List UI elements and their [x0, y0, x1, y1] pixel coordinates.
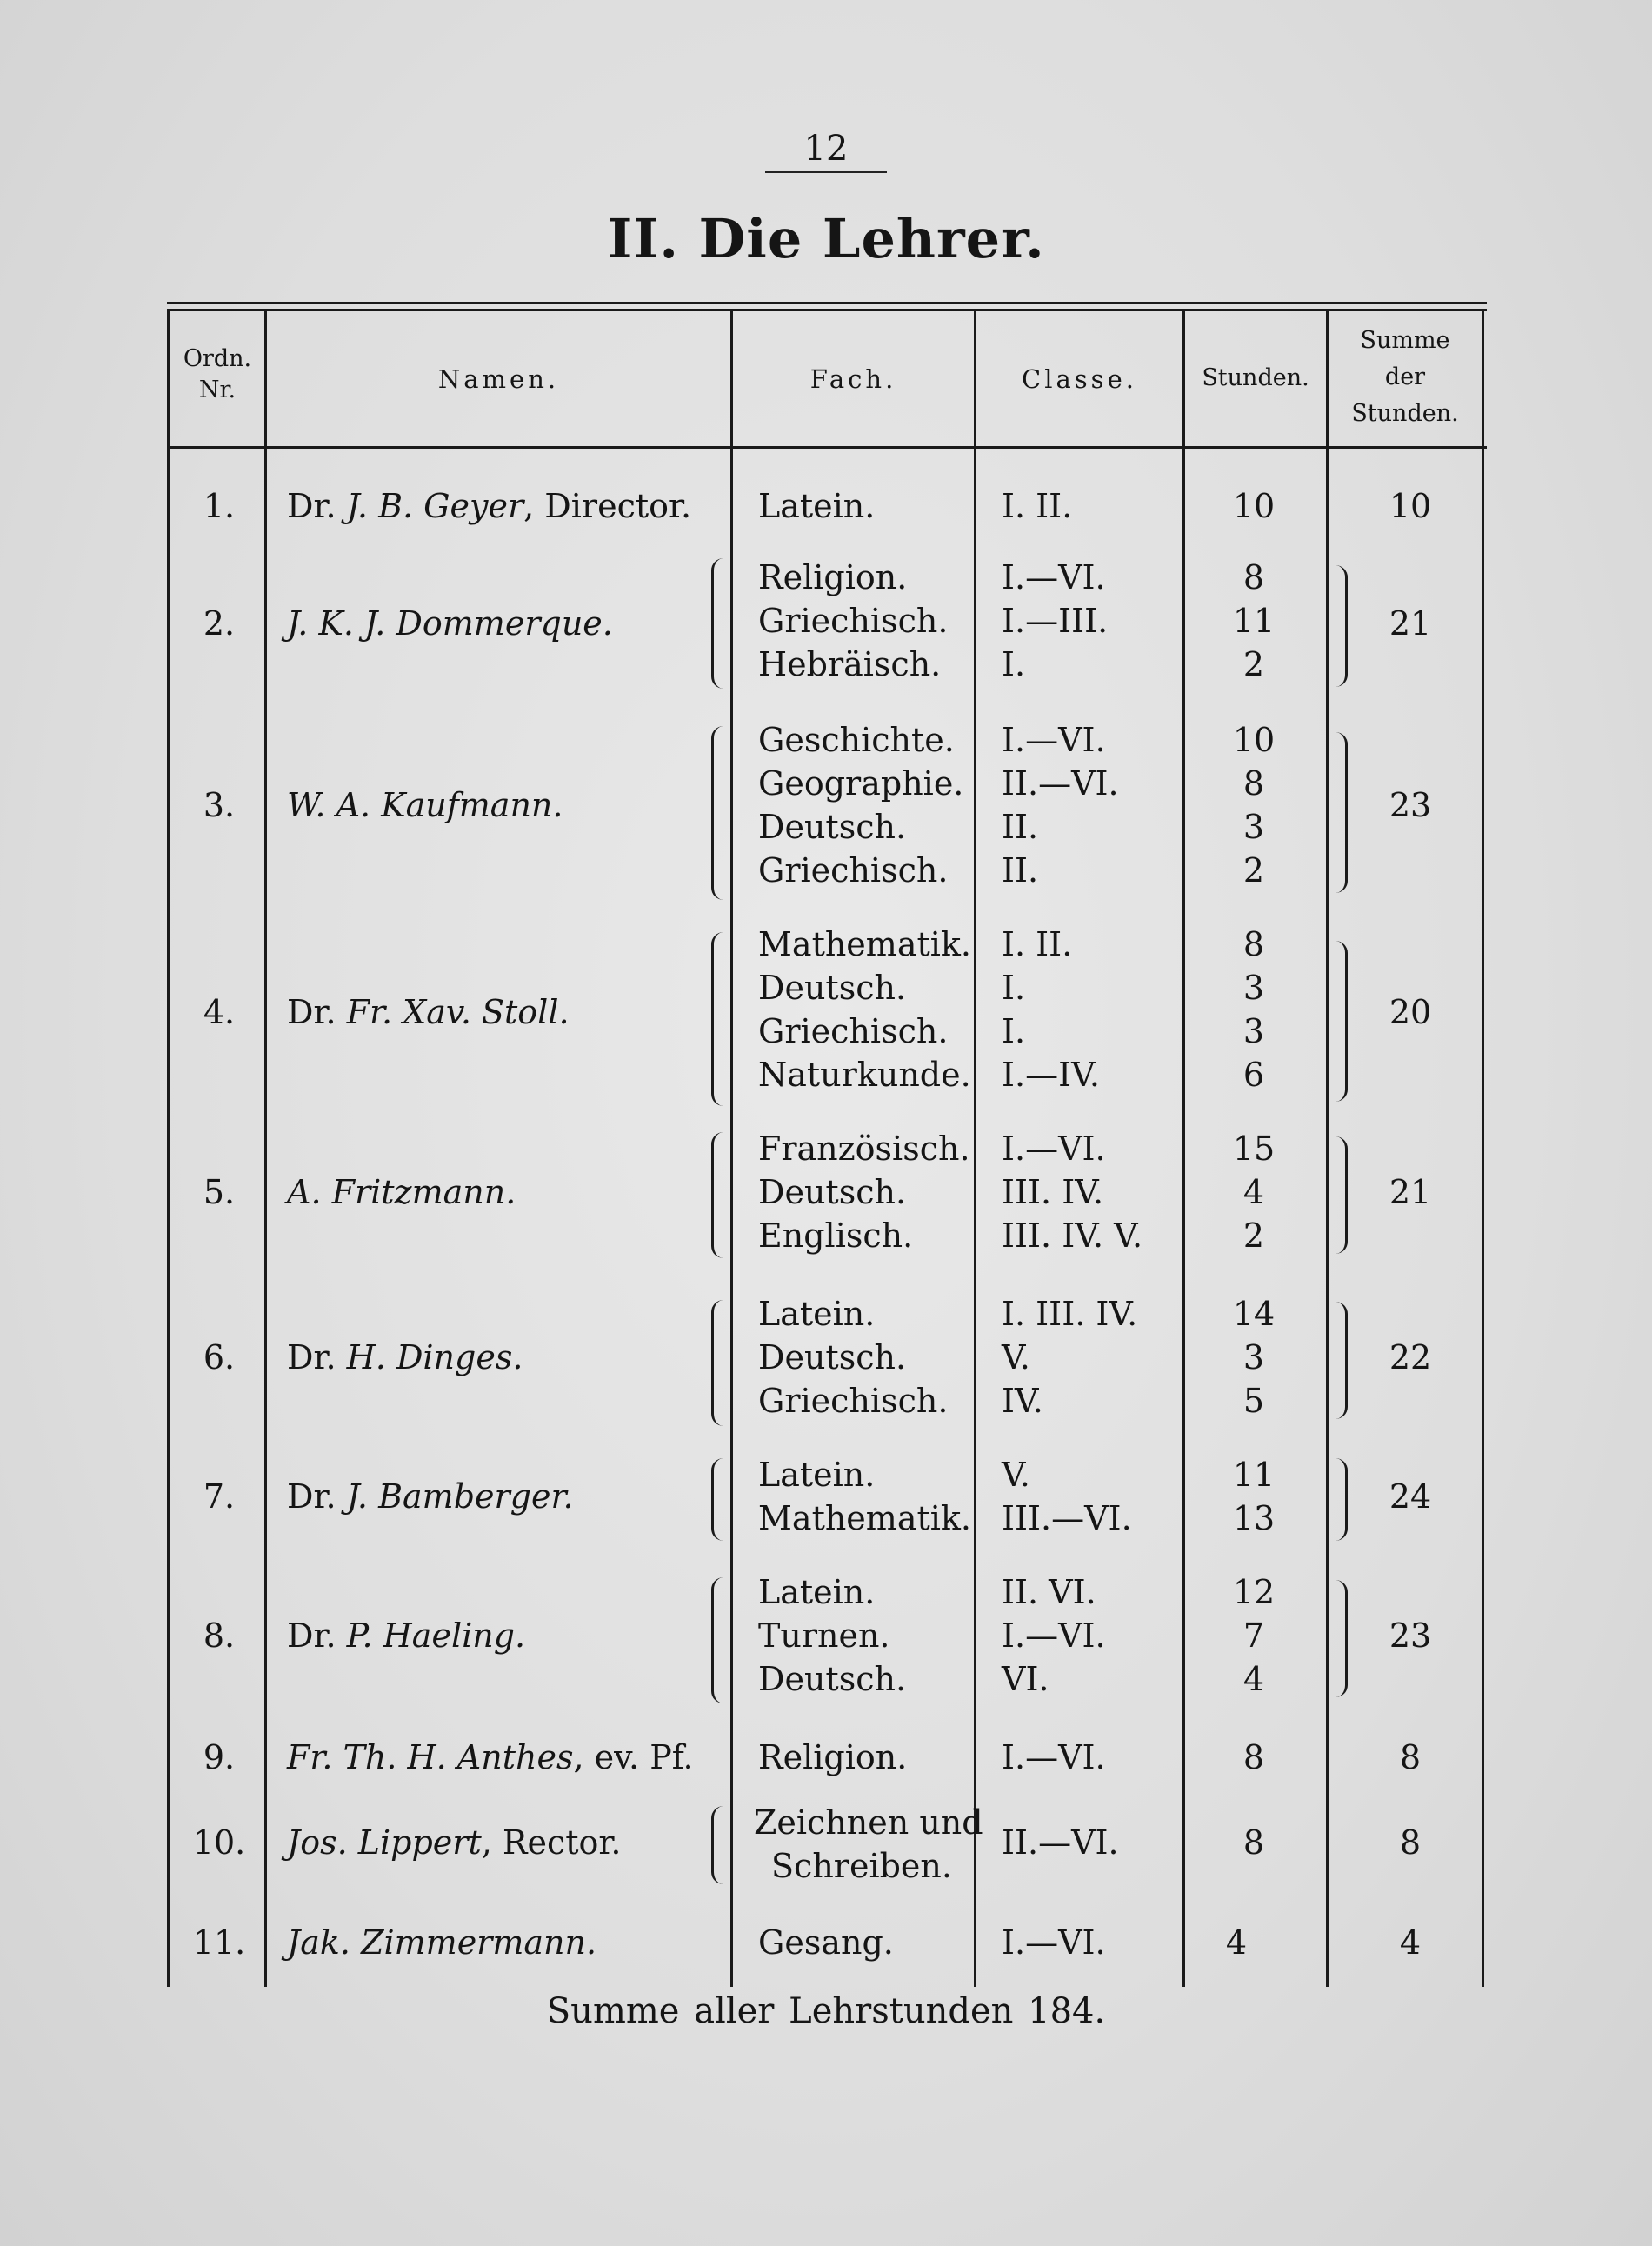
- name-italic: Jos. Lippert: [287, 1823, 482, 1862]
- col-divider-name: [730, 309, 733, 1987]
- hours: 8: [1242, 1738, 1265, 1776]
- hours: 10: [1232, 721, 1276, 759]
- hours: 8: [1242, 558, 1265, 596]
- name-prefix: Dr.: [287, 1616, 336, 1655]
- classes: I. II.: [1002, 925, 1073, 963]
- subject: Griechisch.: [758, 851, 949, 890]
- subject: Latein.: [758, 487, 876, 525]
- hours: 14: [1232, 1295, 1276, 1333]
- col-divider-nr: [264, 309, 267, 1987]
- right-brace: [1329, 1580, 1348, 1697]
- total-hours: 23: [1389, 1616, 1432, 1655]
- subject: Latein.: [758, 1573, 876, 1611]
- total-hours: 23: [1389, 786, 1432, 824]
- name-italic: J. K. J. Dommerque.: [287, 604, 613, 643]
- col-divider-classe: [1182, 309, 1185, 1987]
- name-suffix: , ev. Pf.: [573, 1738, 694, 1776]
- row-number: 3.: [203, 786, 236, 824]
- subject: Englisch.: [758, 1216, 914, 1255]
- row-number: 6.: [203, 1338, 236, 1376]
- subject: Naturkunde.: [758, 1056, 971, 1094]
- row-number: 4.: [203, 993, 236, 1031]
- hours: 7: [1242, 1616, 1265, 1655]
- teacher-name: [287, 487, 691, 525]
- left-brace: [711, 1132, 729, 1258]
- name-prefix: Dr.: [287, 993, 336, 1031]
- hours: 10: [1232, 487, 1276, 525]
- row-number: 7.: [203, 1477, 236, 1516]
- hours: 8: [1242, 925, 1265, 963]
- classes: III. IV. V.: [1002, 1216, 1143, 1255]
- left-brace: [711, 1806, 729, 1884]
- hours: 4: [1225, 1923, 1248, 1962]
- header-stunden: Stunden.: [1202, 364, 1309, 391]
- subject: Geographie.: [758, 764, 964, 803]
- page-number: 12: [803, 129, 849, 169]
- hours: 3: [1242, 969, 1265, 1007]
- name-prefix: Dr.: [287, 1477, 336, 1516]
- page-number-rule: [765, 171, 887, 173]
- table-left-border: [167, 309, 170, 1987]
- left-brace: [711, 932, 729, 1106]
- classes: II.: [1002, 851, 1039, 890]
- row-number: 10.: [192, 1823, 246, 1862]
- classes: I.—IV.: [1002, 1056, 1100, 1094]
- total-hours: 21: [1389, 1173, 1432, 1211]
- row-number: 11.: [192, 1923, 246, 1962]
- name-prefix: Dr.: [287, 1338, 336, 1376]
- total-hours: 22: [1389, 1338, 1432, 1376]
- teacher-name: [287, 604, 613, 643]
- subject: Latein.: [758, 1456, 876, 1494]
- name-italic: Fr. Th. H. Anthes: [287, 1738, 574, 1776]
- name-suffix: , Director.: [523, 487, 692, 525]
- teacher-name: [287, 1923, 596, 1962]
- row-number: 1.: [203, 487, 236, 525]
- classes: III. IV.: [1002, 1173, 1104, 1211]
- hours: 6: [1242, 1056, 1265, 1094]
- left-brace: [711, 1577, 729, 1703]
- total-hours: 20: [1389, 993, 1432, 1031]
- subject: Deutsch.: [758, 1338, 907, 1376]
- right-brace: [1329, 1458, 1348, 1541]
- hours: 4: [1242, 1173, 1265, 1211]
- row-number: 8.: [203, 1616, 236, 1655]
- teacher-name: [287, 1338, 523, 1376]
- subject: Latein.: [758, 1295, 876, 1333]
- total-hours: 4: [1399, 1923, 1422, 1962]
- right-brace: [1329, 1136, 1348, 1254]
- total-hours: 10: [1389, 487, 1432, 525]
- subject: Deutsch.: [758, 808, 907, 846]
- hours: 2: [1242, 851, 1265, 890]
- classes: I.—VI.: [1002, 721, 1106, 759]
- teacher-name: [287, 1173, 516, 1211]
- header-fach: Fach.: [809, 364, 897, 394]
- subject: Deutsch.: [758, 1660, 907, 1698]
- subject: Griechisch.: [758, 1012, 949, 1050]
- classes: VI.: [1002, 1660, 1049, 1698]
- header-namen: Namen.: [437, 364, 560, 394]
- teacher-name: [287, 1616, 525, 1655]
- table-top-rule-2: [167, 309, 1487, 311]
- hours: 8: [1242, 764, 1265, 803]
- name-italic: W. A. Kaufmann.: [287, 786, 563, 824]
- header-summe-line3: Stunden.: [1351, 399, 1459, 427]
- header-ordn-line1: Ordn.: [183, 345, 252, 372]
- classes: I. II.: [1002, 487, 1073, 525]
- total-hours: 8: [1399, 1823, 1422, 1862]
- section-title: II. Die Lehrer.: [607, 207, 1045, 270]
- classes: I.—VI.: [1002, 558, 1106, 596]
- subject: Gesang.: [758, 1923, 894, 1962]
- header-ordn-line2: Nr.: [198, 377, 236, 404]
- total-hours: 21: [1389, 604, 1432, 643]
- subject-line1: Zeichnen und: [754, 1803, 983, 1842]
- total-hours: 8: [1399, 1738, 1422, 1776]
- hours: 13: [1232, 1499, 1276, 1537]
- left-brace: [711, 558, 729, 689]
- classes: I. III. IV.: [1002, 1295, 1138, 1333]
- classes: I.—III.: [1002, 602, 1109, 640]
- hours: 3: [1242, 1012, 1265, 1050]
- header-summe-line1: Summe: [1360, 327, 1450, 354]
- name-prefix: Dr.: [287, 487, 336, 525]
- subject: Mathematik.: [758, 925, 972, 963]
- classes: I.: [1002, 645, 1026, 683]
- right-brace: [1329, 732, 1348, 893]
- left-brace: [711, 1300, 729, 1426]
- table-right-border: [1482, 309, 1484, 1987]
- hours: 2: [1242, 1216, 1265, 1255]
- subject: Französisch.: [758, 1130, 970, 1168]
- teacher-name: [287, 1738, 694, 1776]
- right-brace: [1329, 1302, 1348, 1419]
- name-italic: Fr. Xav. Stoll.: [346, 993, 570, 1031]
- classes: V.: [1002, 1456, 1030, 1494]
- col-divider-fach: [974, 309, 976, 1987]
- hours: 11: [1232, 602, 1276, 640]
- name-italic: H. Dinges.: [346, 1338, 523, 1376]
- hours: 8: [1242, 1823, 1265, 1862]
- classes: III.—VI.: [1002, 1499, 1132, 1537]
- classes: IV.: [1002, 1382, 1043, 1420]
- hours: 11: [1232, 1456, 1276, 1494]
- teacher-name: [287, 786, 563, 824]
- header-classe: Classe.: [1022, 364, 1137, 394]
- subject: Geschichte.: [758, 721, 955, 759]
- subject: Griechisch.: [758, 602, 949, 640]
- classes: I.—VI.: [1002, 1923, 1106, 1962]
- classes: I.: [1002, 969, 1026, 1007]
- subject: Turnen.: [758, 1616, 890, 1655]
- name-italic: Jak. Zimmermann.: [287, 1923, 597, 1962]
- classes: II.—VI.: [1002, 764, 1119, 803]
- subject: Religion.: [758, 558, 908, 596]
- hours: 15: [1232, 1130, 1276, 1168]
- classes: I.: [1002, 1012, 1026, 1050]
- name-suffix: , Rector.: [481, 1823, 622, 1862]
- classes: I.—VI.: [1002, 1738, 1106, 1776]
- subject: Deutsch.: [758, 1173, 907, 1211]
- teacher-name: [287, 1477, 574, 1516]
- hours: 2: [1242, 645, 1265, 683]
- total-hours: 24: [1389, 1477, 1432, 1516]
- name-italic: P. Haeling.: [346, 1616, 526, 1655]
- header-summe-line2: der: [1384, 363, 1426, 390]
- right-brace: [1329, 941, 1348, 1102]
- header-ordn: [170, 343, 264, 407]
- subject: Griechisch.: [758, 1382, 949, 1420]
- name-italic: A. Fritzmann.: [287, 1173, 516, 1211]
- row-number: 9.: [203, 1738, 236, 1776]
- classes: V.: [1002, 1338, 1030, 1376]
- table-top-rule: [167, 302, 1487, 304]
- classes: I.—VI.: [1002, 1130, 1106, 1168]
- hours: 5: [1242, 1382, 1265, 1420]
- subject: Mathematik.: [758, 1499, 972, 1537]
- row-number: 2.: [203, 604, 236, 643]
- header-bottom-rule: [167, 446, 1487, 449]
- subject: Religion.: [758, 1738, 908, 1776]
- right-brace: [1329, 565, 1348, 687]
- classes: II.—VI.: [1002, 1823, 1119, 1862]
- row-number: 5.: [203, 1173, 236, 1211]
- classes: II. VI.: [1002, 1573, 1096, 1611]
- header-summe: [1329, 323, 1482, 432]
- subject: Deutsch.: [758, 969, 907, 1007]
- hours: 12: [1232, 1573, 1276, 1611]
- total-summary: Summe aller Lehrstunden 184.: [546, 1991, 1106, 2031]
- teacher-table: [167, 302, 1487, 1984]
- hours: 3: [1242, 808, 1265, 846]
- teacher-name: [287, 1823, 622, 1862]
- left-brace: [711, 1458, 729, 1541]
- name-italic: J. Bamberger.: [346, 1477, 574, 1516]
- hours: 4: [1242, 1660, 1265, 1698]
- classes: II.: [1002, 808, 1039, 846]
- col-divider-stunden: [1326, 309, 1329, 1987]
- teacher-name: [287, 993, 570, 1031]
- subject: Hebräisch.: [758, 645, 942, 683]
- subject-line2: Schreiben.: [771, 1847, 952, 1885]
- name-italic: J. B. Geyer: [346, 487, 524, 525]
- left-brace: [711, 726, 729, 900]
- classes: I.—VI.: [1002, 1616, 1106, 1655]
- hours: 3: [1242, 1338, 1265, 1376]
